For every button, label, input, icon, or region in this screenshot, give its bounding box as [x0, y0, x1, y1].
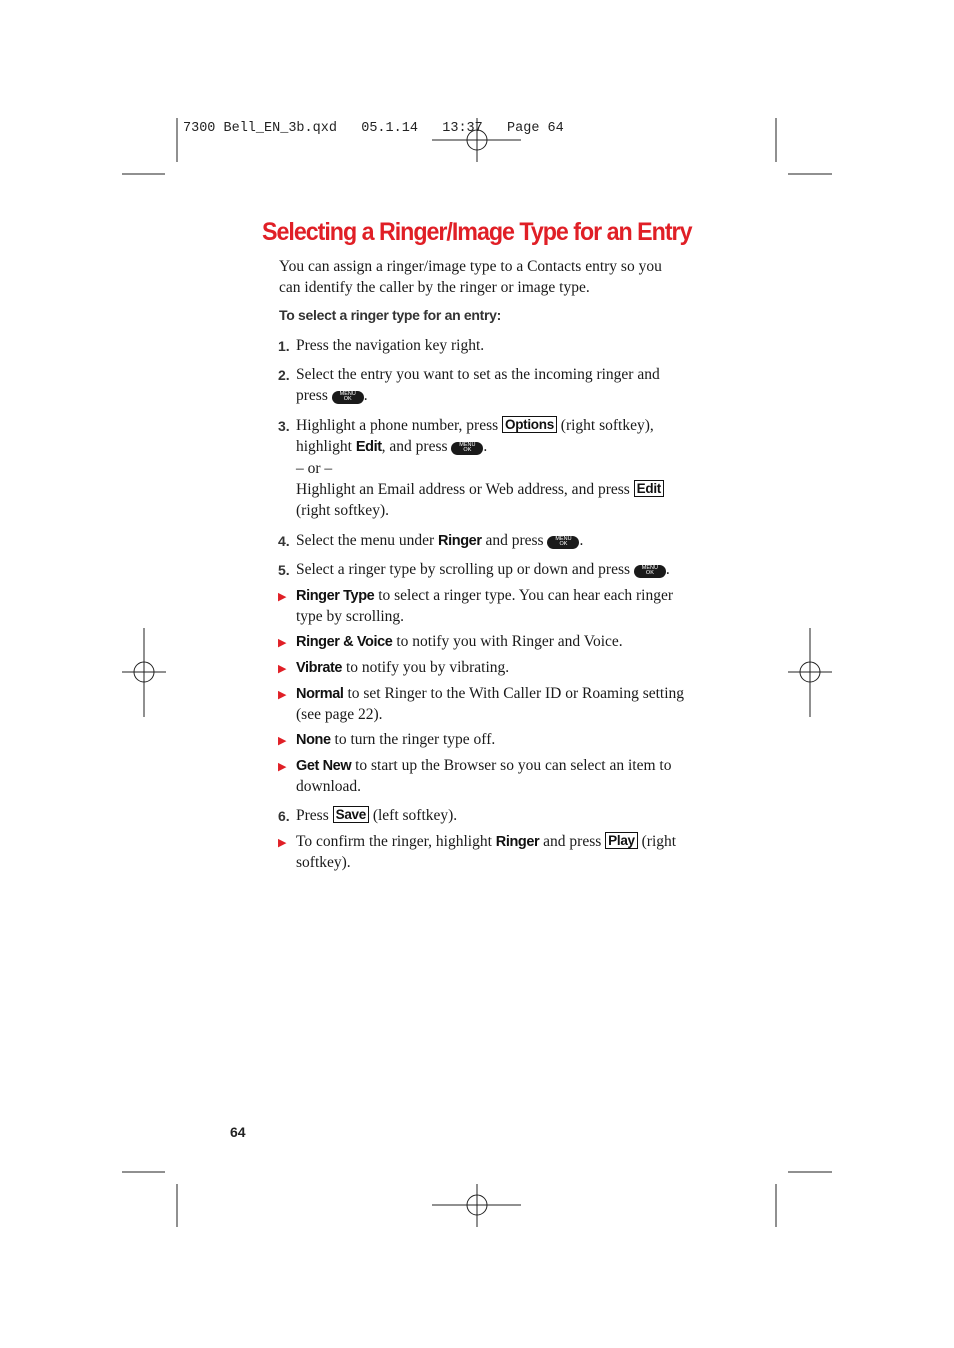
- step-text: Press the navigation key right.: [296, 337, 485, 354]
- bullet-item-line: softkey).: [296, 854, 351, 871]
- options-softkey: Options: [502, 416, 557, 433]
- bullet-triangle-icon: ▶: [278, 663, 287, 675]
- step-text: press: [296, 387, 328, 404]
- bullet-triangle-icon: ▶: [278, 689, 287, 701]
- step-text-line: Select the menu under Ringer and press MENU OK .: [296, 532, 584, 549]
- bullet-item-line: type by scrolling.: [296, 608, 405, 625]
- step-number: 3.: [278, 418, 290, 434]
- bullet-triangle-icon: ▶: [278, 837, 287, 849]
- step-text: .: [363, 387, 368, 404]
- menu-ok-key-icon: MENU OK: [332, 391, 364, 404]
- step-number: 5.: [278, 562, 290, 578]
- bullet-item: None to turn the ringer type off.: [296, 731, 496, 748]
- intro-line-2: can identify the caller by the ringer or image type.: [279, 279, 590, 296]
- bullet-item: Get New to start up the Browser so you can select an item to: [296, 757, 672, 774]
- menu-ok-key-icon: MENU OK: [451, 442, 483, 455]
- step-text-line: [296, 385, 368, 406]
- step-text-line: Highlight an Email address or Web address, and press Edit: [296, 479, 664, 500]
- intro-line-1: You can assign a ringer/image type to a Contacts entry so you: [279, 258, 662, 275]
- bullet-triangle-icon: ▶: [278, 637, 287, 649]
- step-text-line: Press Save (left softkey).: [296, 807, 458, 824]
- step-number: 6.: [278, 808, 290, 824]
- save-softkey: Save: [333, 806, 369, 823]
- play-softkey: Play: [605, 832, 638, 849]
- bullet-item: Ringer Type to select a ringer type. You can hear each ringer: [296, 587, 674, 604]
- bullet-item-line: (see page 22).: [296, 706, 383, 723]
- or-separator: – or –: [296, 460, 333, 477]
- step-text: (right softkey).: [296, 502, 389, 519]
- bullet-item: Ringer & Voice to notify you with Ringer and Voice.: [296, 633, 623, 650]
- menu-ok-key-icon: MENU OK: [547, 536, 579, 549]
- bullet-item-line: download.: [296, 778, 362, 795]
- file-slug: 7300 Bell_EN_3b.qxd 05.1.14 13:37 Page 64: [183, 121, 564, 136]
- step-number: 1.: [278, 338, 290, 354]
- edit-softkey: Edit: [634, 480, 664, 497]
- subheading: To select a ringer type for an entry:: [279, 307, 502, 323]
- bullet-item: Normal to set Ringer to the With Caller ID or Roaming setting: [296, 685, 685, 702]
- step-number: 2.: [278, 367, 290, 383]
- page-title: Selecting a Ringer/Image Type for an Entry: [262, 218, 692, 246]
- step-number: 4.: [278, 533, 290, 549]
- bullet-triangle-icon: ▶: [278, 761, 287, 773]
- bullet-triangle-icon: ▶: [278, 591, 287, 603]
- bullet-item: Vibrate to notify you by vibrating.: [296, 659, 510, 676]
- page-number: 64: [230, 1124, 246, 1140]
- ringer-term: Ringer: [438, 533, 482, 549]
- step-text: Select the entry you want to set as the incoming ringer and: [296, 366, 660, 383]
- bullet-item: To confirm the ringer, highlight Ringer and press Play (right: [296, 833, 677, 850]
- step-text-line: Select a ringer type by scrolling up or down and press MENU OK .: [296, 561, 670, 578]
- menu-ok-key-icon: MENU OK: [634, 565, 666, 578]
- bullet-triangle-icon: ▶: [278, 735, 287, 747]
- step-text-line: highlight Edit, and press MENU OK .: [296, 438, 488, 455]
- edit-term: Edit: [355, 439, 382, 455]
- step-text-line: Highlight a phone number, press Options (right softkey),: [296, 417, 654, 434]
